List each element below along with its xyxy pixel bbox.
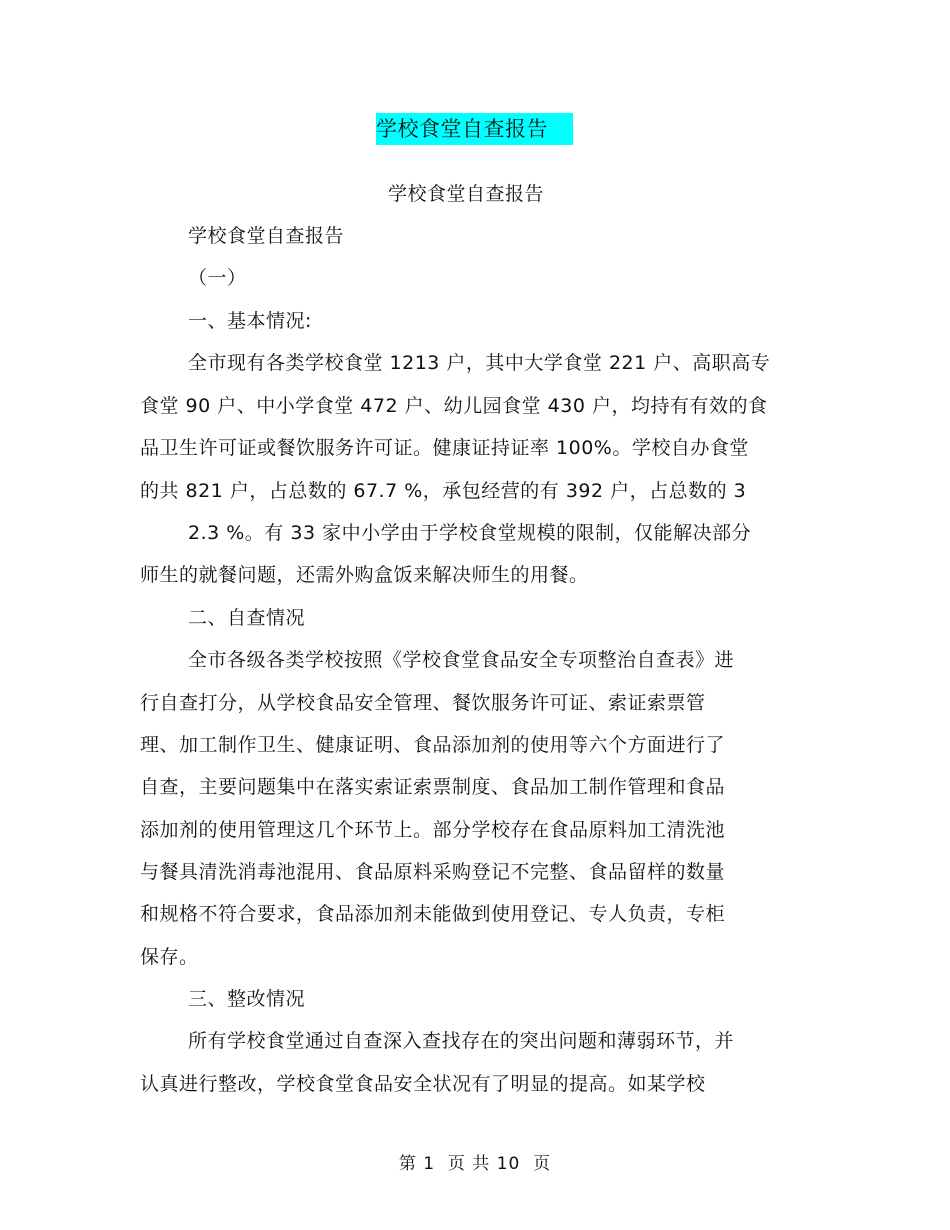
paragraph-line: 行自查打分，从学校食品安全管理、餐饮服务许可证、索证索票管 <box>140 692 706 714</box>
paragraph-line: 添加剂的使用管理这几个环节上。部分学校存在食品原料加工清洗池 <box>140 819 726 841</box>
paragraph-line: 的共 821 户，占总数的 67.7 %，承包经营的有 392 户，占总数的 3 <box>140 480 747 502</box>
paragraph-line: （一） <box>188 267 247 289</box>
section-heading: 二、自查情况 <box>188 607 306 629</box>
section-heading: 三、整改情况 <box>188 988 306 1010</box>
paragraph-line: 师生的就餐问题，还需外购盒饭来解决师生的用餐。 <box>140 564 589 586</box>
paragraph-line: 认真进行整改，学校食堂食品安全状况有了明显的提高。如某学校 <box>140 1073 706 1095</box>
paragraph-line: 学校食堂自查报告 <box>188 225 345 247</box>
highlighted-title-block <box>376 113 573 145</box>
page-number-footer: 第 1 页 共 10 页 <box>398 1154 552 1174</box>
section-heading: 一、基本情况: <box>188 310 312 332</box>
document-title: 学校食堂自查报告 <box>376 117 548 141</box>
document-subtitle: 学校食堂自查报告 <box>388 183 545 205</box>
paragraph-line: 食堂 90 户、中小学食堂 472 户、幼儿园食堂 430 户，均持有有效的食 <box>140 395 768 417</box>
paragraph-line: 2.3 %。有 33 家中小学由于学校食堂规模的限制，仅能解决部分 <box>188 522 752 544</box>
paragraph-line: 理、加工制作卫生、健康证明、食品添加剂的使用等六个方面进行了 <box>140 734 726 756</box>
paragraph-line: 与餐具清洗消毒池混用、食品原料采购登记不完整、食品留样的数量 <box>140 861 726 883</box>
paragraph-line: 全市现有各类学校食堂 1213 户，其中大学食堂 221 户、高职高专 <box>188 352 771 374</box>
paragraph-line: 保存。 <box>140 946 199 968</box>
paragraph-line: 自查，主要问题集中在落实索证索票制度、食品加工制作管理和食品 <box>140 776 726 798</box>
paragraph-line: 和规格不符合要求，食品添加剂未能做到使用登记、专人负责，专柜 <box>140 903 726 925</box>
paragraph-line: 所有学校食堂通过自查深入查找存在的突出问题和薄弱环节，并 <box>188 1030 735 1052</box>
paragraph-line: 品卫生许可证或餐饮服务许可证。健康证持证率 100%。学校自办食堂 <box>140 437 749 459</box>
paragraph-line: 全市各级各类学校按照《学校食堂食品安全专项整治自查表》进 <box>188 649 735 671</box>
